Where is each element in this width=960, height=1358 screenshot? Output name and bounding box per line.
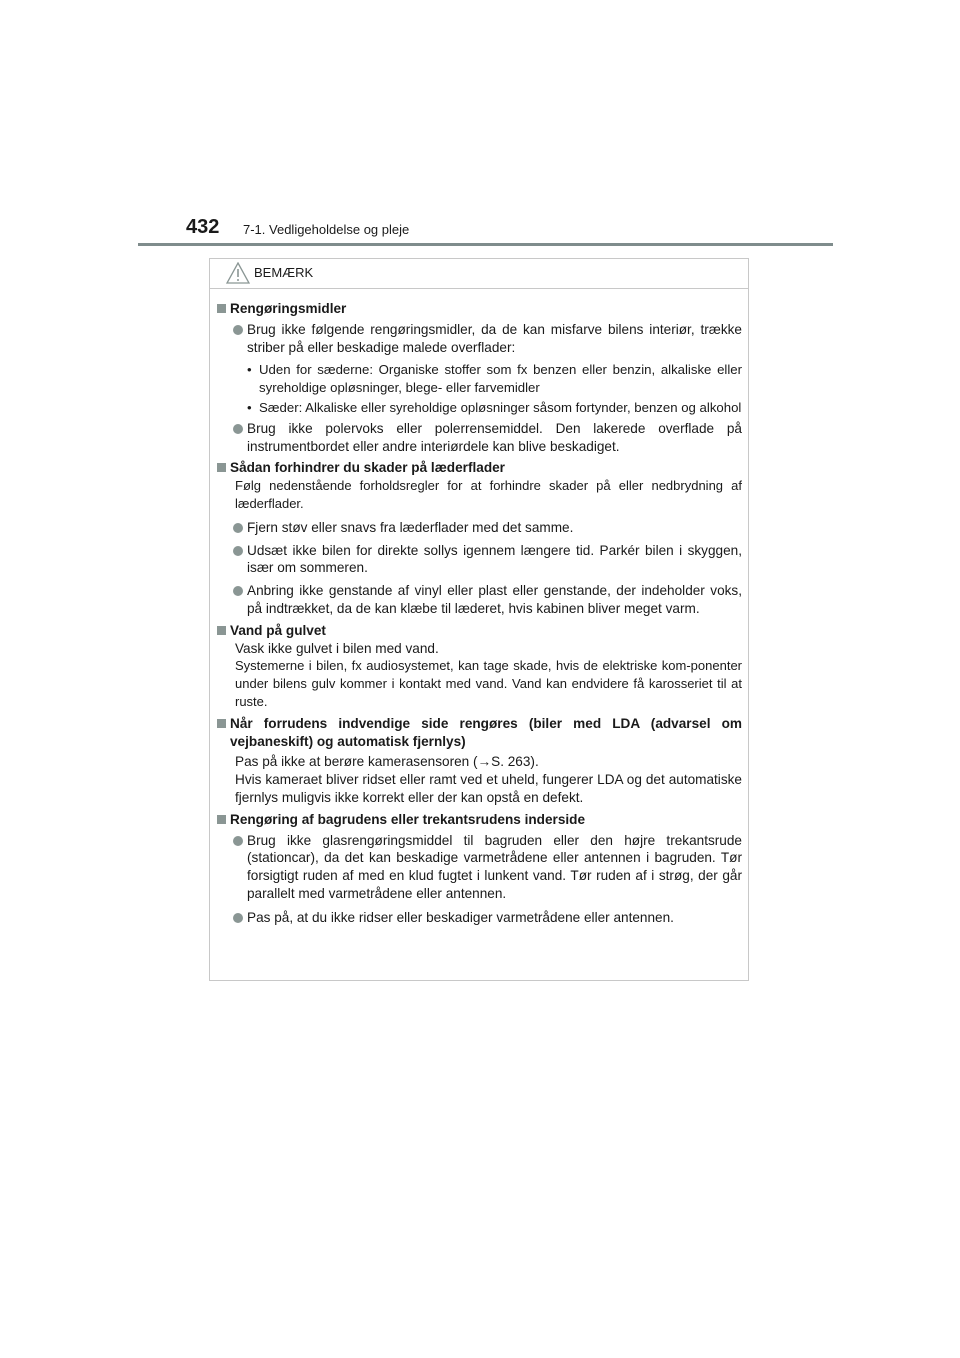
round-bullet-icon — [233, 836, 243, 846]
notice-content — [210, 289, 748, 927]
bullet-item — [216, 542, 742, 578]
round-bullet-icon — [233, 523, 243, 533]
bullet-text: Brug ikke glasrengøringsmiddel til bagruden eller den højre trekantsrude (stationcar), da det kan beskadige varmetrådene eller antennen i bagruden. Tør forsigtigt ruden af med en klud fugtet i lunkent vand. Tør ruden af i strøg, der går parallelt med varmetrådene eller antennen. — [247, 832, 742, 901]
paragraph: Systemerne i bilen, fx audiosystemet, kan tage skade, hvis de elektriske kom-ponenter under bilens gulv kommer i kontakt med vand. Vand kan endvidere få karosseriet til at ruste. — [235, 658, 742, 709]
section-heading — [216, 622, 742, 640]
round-bullet-icon — [233, 546, 243, 556]
bullet-text: Brug ikke følgende rengøringsmidler, da de kan misfarve bilens interiør, trække striber på eller beskadige malede overflader: — [247, 321, 742, 355]
sub-item — [216, 399, 742, 417]
page-header — [186, 216, 836, 246]
section-title: 7-1. Vedligeholdelse og pleje — [243, 222, 410, 237]
sub-item — [216, 361, 742, 397]
square-bullet-icon — [217, 815, 226, 824]
bullet-item — [216, 321, 742, 357]
bullet-item — [216, 909, 742, 927]
page-number: 432 — [186, 216, 220, 238]
bullet-text: Fjern støv eller snavs fra læderflader med det samme. — [247, 519, 574, 535]
paragraph: Vask ikke gulvet i bilen med vand. — [235, 640, 439, 656]
notice-header — [210, 259, 748, 289]
bullet-item — [216, 420, 742, 456]
section-heading-text: Sådan forhindrer du skader på læderflader — [230, 460, 505, 476]
section-heading-text: Når forrudens indvendige side rengøres (biler med LDA (advarsel om vejbaneskift) og automatisk fjernlys) — [230, 715, 742, 749]
square-bullet-icon — [217, 626, 226, 635]
bullet-text: Brug ikke polervoks eller polerrensemiddel. Den lakerede overflade på instrumentbordet eller andre interiørdele kan blive beskadiget. — [247, 420, 742, 454]
header-rule — [138, 243, 833, 246]
section-heading — [216, 811, 742, 829]
section-heading-text: Rengøring af bagrudens eller trekantsrudens inderside — [230, 811, 586, 827]
section-heading-text: Rengøringsmidler — [230, 301, 347, 316]
bullet-text: Pas på, at du ikke ridser eller beskadiger varmetrådene eller antennen. — [247, 909, 674, 925]
paragraph: Pas på ikke at berøre kamerasensoren (→S. 263). — [235, 754, 539, 770]
sub-item-text: Uden for sæderne: Organiske stoffer som fx benzen eller benzin, alkaliske eller syreholdige opløsninger, blege- eller farvemidler — [259, 362, 742, 396]
square-bullet-icon — [217, 719, 226, 728]
notice-box — [209, 258, 749, 981]
round-bullet-icon — [233, 586, 243, 596]
bullet-text: Udsæt ikke bilen for direkte sollys igennem længere tid. Parkér bilen i skyggen, især om sommeren. — [247, 542, 742, 576]
paragraph: Hvis kameraet bliver ridset eller ramt ved et uheld, fungerer LDA og det automatiske fjernlys muligvis ikke korrekt eller der kan opstå en defekt. — [235, 772, 742, 805]
round-bullet-icon — [233, 424, 243, 434]
sub-item-text: Sæder: Alkaliske eller syreholdige opløsninger såsom fortynder, benzen og alkohol — [259, 399, 742, 415]
round-bullet-icon — [233, 913, 243, 923]
bullet-text: Anbring ikke genstande af vinyl eller plast eller genstande, der indeholder voks, på indtrækket, da de kan klæbe til læderet, hvis kabinen bliver meget varm. — [247, 583, 742, 616]
square-bullet-icon — [217, 463, 226, 472]
dot-marker: • — [247, 399, 252, 415]
paragraph: Følg nedenstående forholdsregler for at forhindre skader på eller nedbrydning af læderflader. — [235, 478, 742, 511]
square-bullet-icon — [217, 304, 226, 313]
bullet-item — [216, 582, 742, 618]
section-heading — [216, 715, 742, 751]
bullet-item — [216, 519, 742, 537]
warning-triangle-icon — [226, 262, 250, 284]
section-heading — [216, 459, 742, 477]
round-bullet-icon — [233, 325, 243, 335]
section-heading-text: Vand på gulvet — [230, 622, 326, 638]
dot-marker: • — [247, 362, 252, 378]
notice-label: BEMÆRK — [254, 265, 314, 280]
section-heading — [216, 300, 742, 318]
bullet-item — [216, 832, 742, 903]
